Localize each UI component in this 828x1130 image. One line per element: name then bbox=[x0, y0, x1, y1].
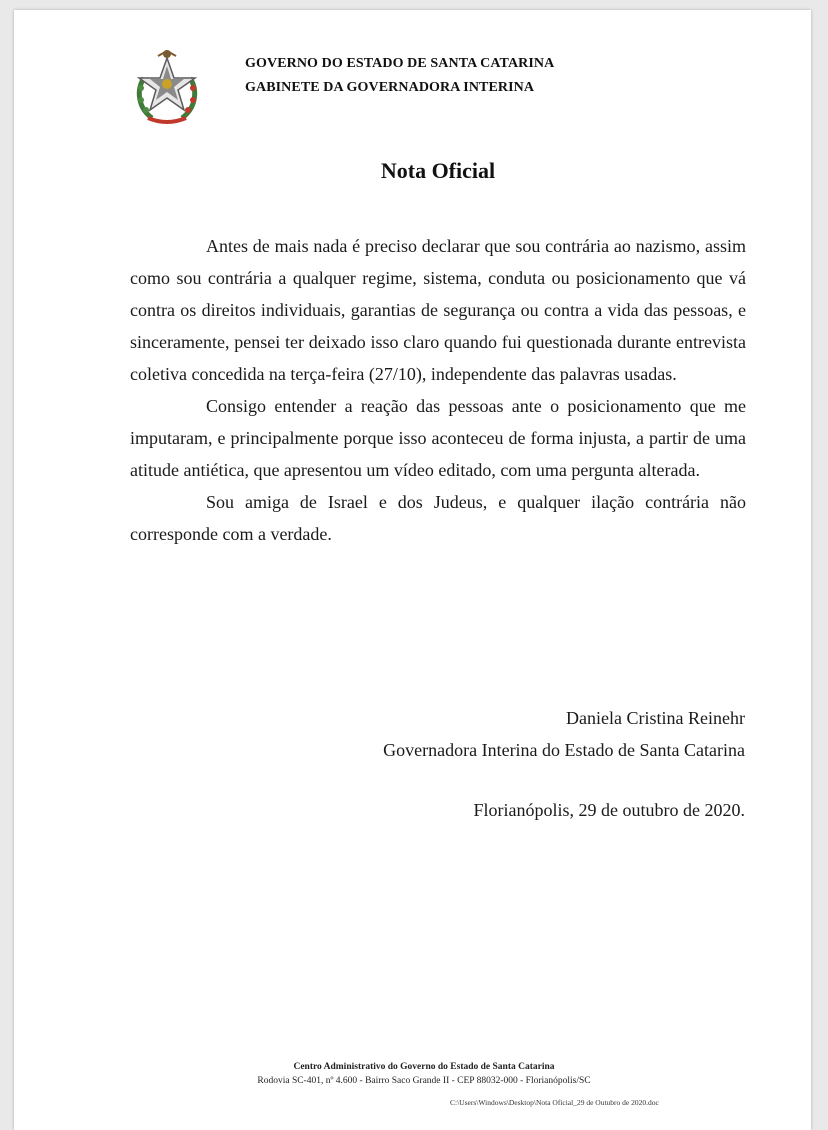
document-body bbox=[130, 230, 746, 550]
letterhead-line-2: GABINETE DA GOVERNADORA INTERINA bbox=[245, 80, 535, 95]
state-coat-of-arms-icon bbox=[134, 48, 200, 126]
paragraph-3: Sou amiga de Israel e dos Judeus, e qualquer ilação contrária não corresponde com a verdade. bbox=[130, 492, 746, 544]
footer-line-2: Rodovia SC-401, nº 4.600 - Bairro Saco Grande II - CEP 88032-000 - Florianópolis/SC bbox=[257, 1076, 591, 1086]
signer-name: Daniela Cristina Reinehr bbox=[566, 708, 745, 728]
letterhead bbox=[245, 52, 554, 100]
paragraph-1: Antes de mais nada é preciso declarar que sou contrária ao nazismo, assim como sou contrária a qualquer regime, sistema, conduta ou posicionamento que vá contra os direitos individuais, garantias de segurança ou contra a vida das pessoas, e sinceramente, pensei ter deixado isso claro quando fui questionada durante entrevista coletiva concedida na terça-feira (27/10), independente das palavras usadas. bbox=[130, 236, 746, 384]
signer-role: Governadora Interina do Estado de Santa Catarina bbox=[383, 740, 745, 760]
document-page bbox=[14, 10, 811, 1130]
footer-line-1: Centro Administrativo do Governo do Estado de Santa Catarina bbox=[293, 1062, 555, 1072]
document-date: Florianópolis, 29 de outubro de 2020. bbox=[473, 800, 745, 820]
file-path: C:\Users\Windows\Desktop\Nota Oficial_29 de Outubro de 2020.doc bbox=[450, 1098, 659, 1107]
document-title: Nota Oficial bbox=[380, 158, 496, 183]
footer bbox=[14, 1060, 828, 1088]
letterhead-line-1: GOVERNO DO ESTADO DE SANTA CATARINA bbox=[245, 56, 555, 71]
paragraph-2: Consigo entender a reação das pessoas ante o posicionamento que me imputaram, e principalmente porque isso aconteceu de forma injusta, a partir de uma atitude antiética, que apresentou um vídeo editado, com uma pergunta alterada. bbox=[130, 396, 746, 480]
signature-block bbox=[383, 702, 745, 766]
